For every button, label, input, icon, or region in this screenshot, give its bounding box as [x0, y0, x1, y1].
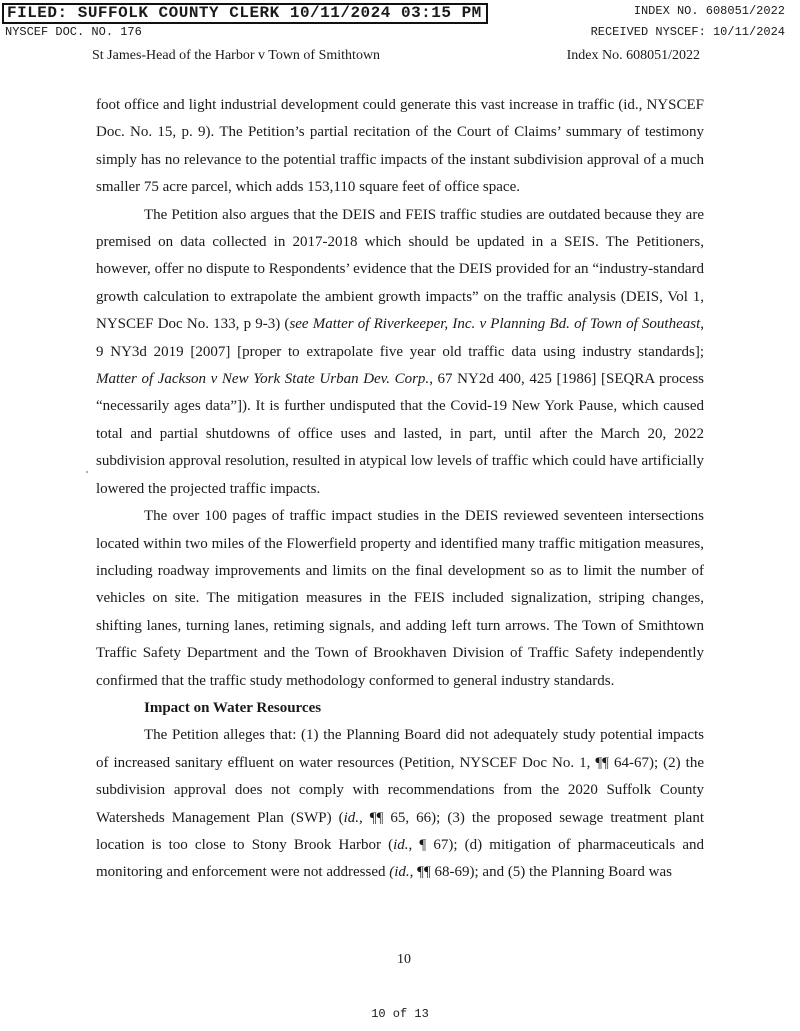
case-citation: see Matter of Riverkeeper, Inc. v Planning Bd. of Town of Southeast	[289, 316, 701, 333]
paragraph-text: foot office and light industrial development could generate this vast increase in traffic (id., NYSCEF Doc. No. 15, p. 9). The Petition’s partial recitation of the Court of Claims’ summary of testimony simply has no relevance to the potential traffic impacts of the instant subdivision approval of a much smaller 75 acre parcel, which adds 153,110 square feet of office space.	[96, 97, 704, 196]
section-heading: Impact on Water Resources	[144, 699, 322, 716]
id-citation: id.,	[393, 836, 413, 853]
filed-stamp: FILED: SUFFOLK COUNTY CLERK 10/11/2024 03:15 PM	[2, 3, 488, 24]
id-citation: id.,	[343, 809, 363, 826]
paragraph-traffic-studies	[96, 503, 704, 695]
page-number: 10	[397, 952, 411, 967]
received-stamp: RECEIVED NYSCEF: 10/11/2024	[590, 25, 785, 39]
case-citation: Matter of Jackson v New York State Urban Dev. Corp.	[96, 371, 430, 388]
document-body	[96, 92, 704, 887]
paragraph-text: , 67 NY2d 400, 425 [1986] [SEQRA process “necessarily ages data”]). It is further undisputed that the Covid-19 New York Pause, which caused total and partial shutdowns of office uses and lasted, in part, until after the March 20, 2022 subdivision approval resolution, resulted in atypical low levels of traffic which could have artificially lowered the projected traffic impacts.	[96, 371, 704, 497]
paragraph-text: The over 100 pages of traffic impact studies in the DEIS reviewed seventeen intersections located within two miles of the Flowerfield property and identified many traffic mitigation measures, including roadway improvements and limits on the final development so as to limit the number of vehicles on site. The mitigation measures in the FEIS included signalization, striping changes, shifting lanes, turning lanes, retiming signals, and adding left turn arrows. The Town of Smithtown Traffic Safety Department and the Town of Brookhaven Division of Traffic Safety independently confirmed that the traffic study methodology conformed to general industry standards.	[96, 508, 704, 689]
paragraph-text: The Petition also argues that the DEIS and FEIS traffic studies are outdated because they are premised on data collected in 2017-2018 which should be updated in a SEIS. The Petitioners, however, offer no dispute to Respondents’ evidence that the DEIS provided for an “industry-standard growth calculation to extrapolate the ambient growth impacts” on the traffic analysis (DEIS, Vol 1, NYSCEF Doc No. 133, p 9-3) (	[96, 206, 704, 333]
paragraph-text: ¶¶ 65, 66); (3) the proposed sewage treatment plant location is too close to Stony Brook Harbor (	[96, 809, 704, 853]
paragraph-traffic-continuation	[96, 92, 704, 202]
running-header-index: Index No. 608051/2022	[566, 48, 700, 63]
scan-speck	[86, 471, 88, 473]
paragraph-text: The Petition alleges that: (1) the Planning Board did not adequately study potential impacts of increased sanitary effluent on water resources (Petition, NYSCEF Doc No. 1, ¶¶ 64-67); (2) the subdivision approval does not comply with recommendations from the 2020 Suffolk County Watersheds Management Plan (SWP) (	[96, 727, 704, 826]
paragraph-outdated-studies	[96, 202, 704, 503]
page-footer: 10 of 13	[371, 1007, 429, 1021]
running-header-case: St James-Head of the Harbor v Town of Smithtown	[92, 48, 381, 63]
index-number-stamp: INDEX NO. 608051/2022	[633, 4, 785, 18]
paragraph-text: ¶¶ 68-69); and (5) the Planning Board was	[413, 864, 672, 881]
nyscef-doc-number: NYSCEF DOC. NO. 176	[5, 25, 142, 39]
id-citation: (id.,	[389, 864, 414, 881]
paragraph-water-allegations	[96, 722, 704, 886]
paragraph-text: , 9 NY3d 2019 [2007] [proper to extrapolate five year old traffic data using industry standards];	[96, 316, 704, 360]
paragraph-text: ¶ 67); (d) mitigation of pharmaceuticals and monitoring and enforcement were not addressed	[96, 836, 704, 881]
